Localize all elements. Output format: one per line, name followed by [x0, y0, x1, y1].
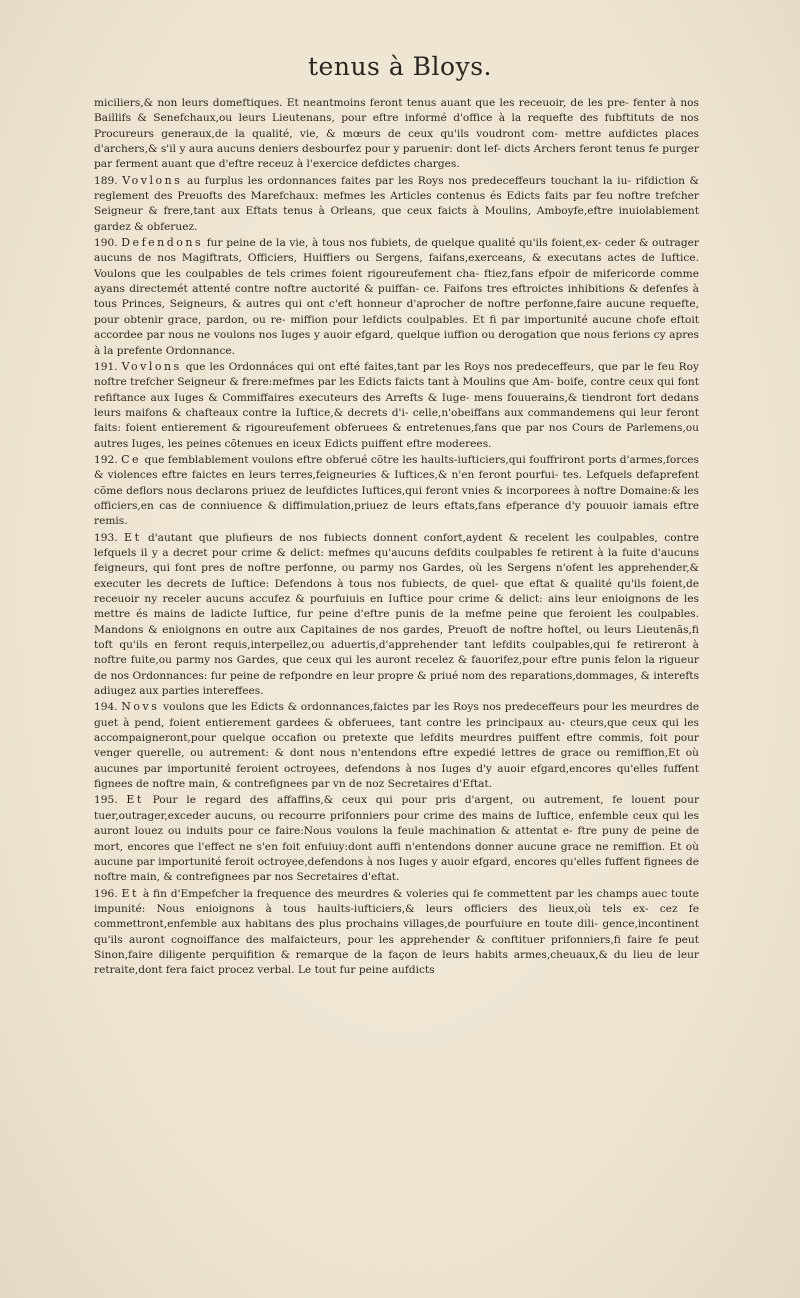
paragraph-text: à fin d'Empefcher la frequence des meurdres & voleries qui fe commettent par les champs auec toute impunité: Nous enioignons à tous haults-iufticiers,& leurs officiers des lieux,où tels ex- cez fe commettront,enfemble aux habitans des plus prochains villages,de pourfuiure en toute dili- gence,incontinent qu'ils auront cognoiffance des malfaicteurs, pour les apprehender & conftituer prifonniers,fi faire fe peut Sinon,faire diligente perquifition & remarque de la façon de leurs habits armes,cheuaux,& du lieu de leur retraite,dont fera faict procez verbal. Le tout fur peine aufdicts: [94, 887, 699, 977]
lead-word: Ce: [121, 452, 142, 466]
paragraph: [94, 699, 699, 792]
paragraph: [94, 452, 699, 530]
article-number: 192.: [94, 453, 118, 466]
paragraph: [94, 886, 699, 979]
lead-word: Et: [121, 886, 139, 900]
running-head: tenus à Bloys.: [308, 52, 492, 81]
paragraph: [94, 792, 699, 885]
article-number: 195.: [94, 794, 118, 807]
paragraph: [94, 359, 699, 452]
paragraph: [94, 530, 699, 700]
paragraph-text: Pour le regard des affaffins,& ceux qui pour pris d'argent, ou autrement, fe louent pour tuer,outrager,exceder aucuns, ou recourre prifonniers pour crime des mains de Iuftice, enfemble ceux qui les auront louez ou induits pour ce faire:Nous voulons la feule machination & attentat e- ftre puny de peine de mort, encores que l'effect ne s'en foit enfuiuy:dont auffi n'entendons donner aucune grace ne remiffion. Et où aucune par importunité feroit octroyee,defendons à nos Iuges y auoir efgard, encores qu'elles fuffent fignees de noftre main, & contrefignees par nos Secretaires d'eftat.: [94, 794, 700, 884]
article-number: 190.: [94, 237, 118, 250]
paragraph-text: que les Ordonnáces qui ont efté faites,tant par les Roys nos predeceffeurs, que par le feu Roy noftre trefcher Seigneur & frere:mefmes par les Edicts faicts tant à Moulins que Am- boife, contre ceux qui font refiftance aux Iuges & Commiffaires executeurs des Arrefts & Iuge- mens fouuerains,& tiendront fort dedans leurs maifons & chafteaux contre la Iuftice,& decrets d'i- celle,n'obeiffans aux commandemens qui leur feront faits: foient entierement & rigoureufement obferuees & entretenues,fans que par nos Cours de Parlemens,ou autres Iuges, les peines cõtenues en iceux Edicts puiffent eftre moderees.: [94, 360, 699, 450]
article-number: 194.: [94, 701, 118, 714]
article-number: 196.: [94, 887, 118, 900]
paragraph: [94, 96, 699, 173]
paragraph-text: que femblablement voulons eftre obferué cõtre les haults-iufticiers,qui fouffriront ports d'armes,forces & violences eftre faictes en leurs terres,feigneuries & Iuftices,& n'en feront pourfui- tes. Lefquels defaprefent cõme deflors nous declarons priuez de leufdictes Iuftices,qui feront vnies & incorporees à noftre Domaine:& les officiers,en cas de conniuence & diffimulation,priuez de leurs eftats,fans efperance d'y pouuoir iamais eftre remis.: [94, 453, 699, 528]
paragraph-text: fur peine de la vie, à tous nos fubiets, de quelque qualité qu'ils foient,ex- ceder & outrager aucuns de nos Magiftrats, Officiers, Huiffiers ou Sergens, faifans,exerceans, & executans actes de Iuftice. Voulons que les coulpables de tels crimes foient rigoureufement cha- ftiez,fans efpoir de mifericorde comme ayans directemét attenté contre noftre auctorité & puiffan- ce. Faifons tres eftroictes inhibitions & defenfes à tous Princes, Seigneurs, & autres qui ont c'eft honneur d'aprocher de noftre perfonne,faire aucune requefte, pour obtenir grace, pardon, ou re- miffion pour lefdicts coulpables. Et fi par importunité aucune chofe eftoit accordee par nous ne voulons nos Iuges y auoir efgard, quelque iuffion ou derogation que nous ferions cy apres à la prefente Ordonnance.: [94, 237, 699, 357]
lead-word: Novs: [121, 700, 160, 714]
paragraph-text: au furplus les ordonnances faites par les Roys nos predeceffeurs touchant la iu- rifdiction & reglement des Preuofts des Marefchaux: mefmes les Articles contenus és Edicts faits par feu noftre trefcher Seigneur & frere,tant aux Eftats tenus à Orleans, que ceux faicts à Moulins, Amboyfe,eftre inuiolablement gardez & obferuez.: [94, 174, 699, 233]
paragraph-text: miciliers,& non leurs domeftiques. Et neantmoins feront tenus auant que les receuoir, de les pre- fenter à nos Baillifs & Senefchaux,ou leurs Lieutenans, pour eftre informé d'office à la requefte des fubftituts de nos Procureurs generaux,de la qualité, vie, & mœurs de ceux qu'ils voudront com- mettre aufdictes places d'archers,& s'il y aura aucuns deniers desbourfez pour y paruenir: dont lef- dicts Archers feront tenus fe purger par ferment auant que d'eftre receuz à l'exercice defdictes charges.: [94, 97, 699, 171]
article-number: 189.: [94, 174, 118, 187]
lead-word: Defendons: [121, 236, 204, 250]
lead-word: Vovlons: [121, 359, 182, 373]
lead-word: Et: [124, 530, 142, 544]
article-number: 193.: [94, 531, 118, 544]
lead-word: Et: [126, 793, 144, 807]
article-number: 191.: [94, 360, 118, 373]
paragraph-text: voulons que les Edicts & ordonnances,faictes par les Roys nos predeceffeurs pour les meurdres de guet à pend, foient entierement gardees & obferuees, tant contre les principaux au- cteurs,que ceux qui les accompaigneront,pour quelque occafion ou pretexte que lefdits meurdres puiffent eftre commis, foit pour venger querelle, ou autrement: & dont nous n'entendons eftre expedié lettres de grace ou remiffion,Et où aucunes par importunité feroient octroyees, defendons à nos Iuges d'y auoir efgard,encores qu'elles fuffent fignees de noftre main, & contrefignees par vn de noz Secretaires d'Eftat.: [94, 701, 699, 791]
lead-word: Vovlons: [122, 173, 183, 187]
paragraph: [94, 235, 699, 359]
paragraph-text: d'autant que plufieurs de nos fubiects donnent confort,aydent & recelent les coulpables, contre lefquels il y a decret pour crime & delict: mefmes qu'aucuns defdits coulpables fe retirent à la fuite d'aucuns feigneurs, qui font pres de noftre perfonne, ou parmy nos Gardes, où les Sergens n'ofent les apprehender,& executer les decrets de Iuftice: Defendons à tous nos fubiects, de quel- que eftat & qualité qu'ils foient,de receuoir ny receler aucuns accufez & pourfuiuis en Iuftice pour crime & delict: ains leur enioignons de les mettre és mains de ladicte Iuftice, fur peine d'eftre punis de la mefme peine que feroient les coulpables. Mandons & enioignons en outre aux Capitaines de nos gardes, Preuoft de noftre hoftel, ou leurs Lieutenãs,fi toft qu'ils en feront requis,interpellez,ou aduertis,d'apprehender tant lefdits coulpables,qui fe retireront à noftre fuite,ou parmy nos Gardes, que ceux qui les auront recelez & fauorifez,pour eftre punis felon la rigueur de nos Ordonnances: fur peine de refpondre en leur propre & priué nom des reparations,dommages, & interefts adiugez aux parties intereffees.: [94, 531, 699, 698]
body-text: [94, 96, 699, 979]
paragraph: [94, 173, 699, 235]
